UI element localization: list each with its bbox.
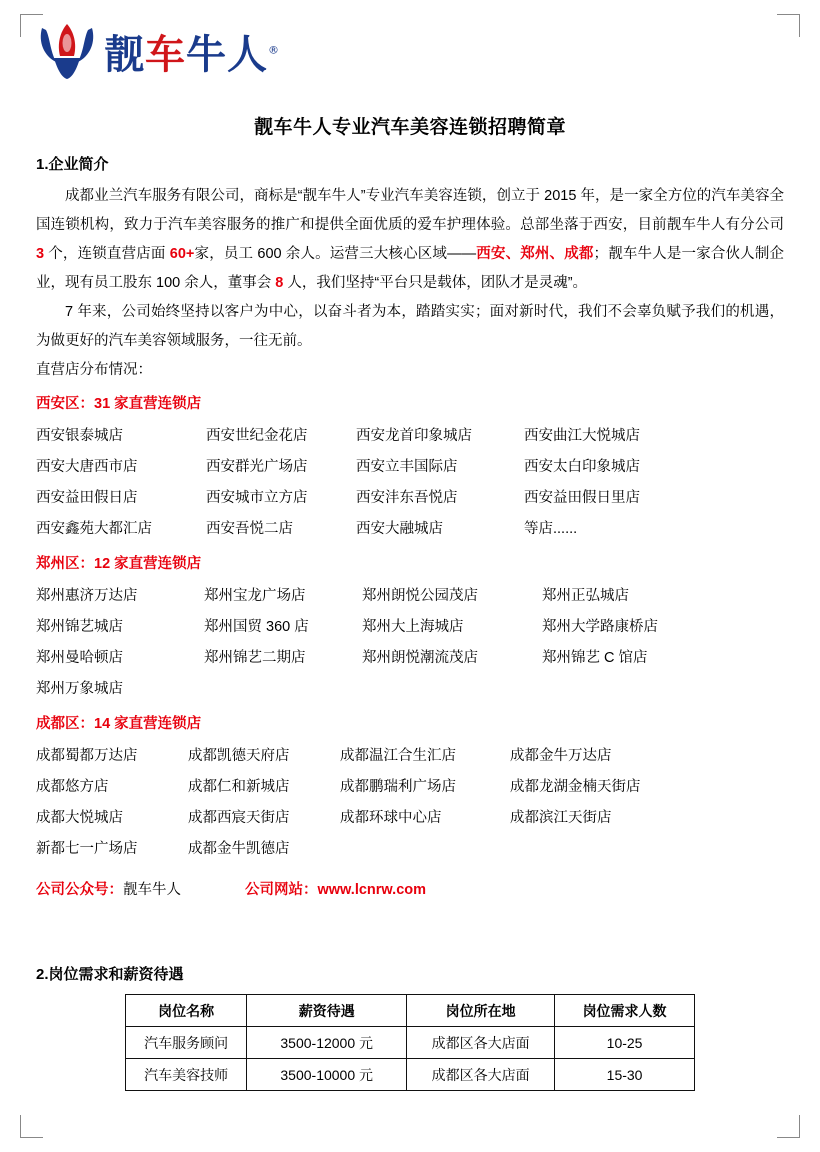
intro-board-count: 8: [275, 275, 284, 291]
list-item: 郑州朗悦潮流茂店: [362, 650, 478, 666]
list-item: 郑州曼哈顿店: [36, 650, 123, 666]
intro-text-g: ；靓车牛人是一家合伙人制企业，现有员工股东 100 余人，董事会: [36, 246, 785, 291]
cell-headcount: 10-25: [555, 1027, 695, 1059]
cell-location: 成都区各大店面: [407, 1027, 555, 1059]
list-item: 西安群光广场店: [206, 459, 308, 475]
company-logo: [36, 14, 784, 88]
column-header-location: 岗位所在地: [407, 995, 555, 1027]
list-item: 西安曲江大悦城店: [524, 428, 640, 444]
table-row: [126, 1059, 695, 1091]
cell-location: 成都区各大店面: [407, 1059, 555, 1091]
list-item: 西安鑫苑大都汇店: [36, 521, 152, 537]
list-item: 成都大悦城店: [36, 810, 123, 826]
logo-bird-icon: [36, 22, 98, 80]
store-list-chengdu: [36, 741, 784, 865]
list-item: 郑州锦艺 C 馆店: [542, 650, 648, 666]
paragraph-company-intro: [36, 182, 784, 298]
list-item: 郑州惠济万达店: [36, 588, 138, 604]
list-item: 郑州国贸 360 店: [204, 619, 309, 635]
region-heading-xian: 西安区：31 家直营连锁店: [36, 396, 202, 412]
list-item: 成都悠方店: [36, 779, 109, 795]
logo-char-1: 靓: [104, 31, 145, 78]
intro-text-a: 成都业兰汽车服务有限公司，商标是“靓车牛人”专业汽车美容连锁，创立于 2015 年，是一家全方位的汽车美容全国连锁机构，致力于汽车美容服务的推广和提供全面优质的爱车护理体验。总部坐落于西安，目前靓车牛人有分公司: [36, 188, 784, 233]
cell-headcount: 15-30: [555, 1059, 695, 1091]
logo-char-2: 车: [145, 31, 186, 78]
region-heading-zhengzhou: 郑州区：12 家直营连锁店: [36, 556, 202, 572]
list-item: 郑州锦艺二期店: [204, 650, 306, 666]
list-item: 等店......: [524, 521, 578, 537]
crop-mark-bottom-right: [777, 1115, 800, 1138]
store-list-xian: [36, 421, 784, 545]
wechat-value: 靓车牛人: [123, 882, 181, 898]
column-header-job-title: 岗位名称: [126, 995, 247, 1027]
list-item: 西安银泰城店: [36, 428, 123, 444]
list-item: 郑州大上海城店: [362, 619, 464, 635]
column-header-salary: 薪资待遇: [247, 995, 407, 1027]
list-item: 西安立丰国际店: [356, 459, 458, 475]
list-item: 新都七一广场店: [36, 841, 138, 857]
website-url[interactable]: www.lcnrw.com: [317, 882, 427, 898]
list-item: 成都仁和新城店: [188, 779, 290, 795]
list-item: 成都温江合生汇店: [340, 748, 456, 764]
cell-job-title: 汽车美容技师: [126, 1059, 247, 1091]
list-item: 西安沣东吾悦店: [356, 490, 458, 506]
list-item: 郑州朗悦公园茂店: [362, 588, 478, 604]
section-heading-company-intro: 1.企业简介: [36, 156, 109, 173]
column-header-headcount: 岗位需求人数: [555, 995, 695, 1027]
list-item: 西安大融城店: [356, 521, 443, 537]
page-title: 靓车牛人专业汽车美容连锁招聘简章: [253, 117, 566, 138]
list-item: 成都金牛凯德店: [188, 841, 290, 857]
section-heading-jobs: 2.岗位需求和薪资待遇: [36, 966, 184, 983]
list-item: 成都蜀都万达店: [36, 748, 138, 764]
list-item: 成都龙湖金楠天街店: [510, 779, 641, 795]
list-item: 成都鹏瑞利广场店: [340, 779, 456, 795]
wechat-account: [36, 875, 181, 905]
registered-trademark-icon: ®: [268, 43, 280, 57]
cell-salary: 3500-12000 元: [247, 1027, 407, 1059]
list-item: 郑州锦艺城店: [36, 619, 123, 635]
website: [245, 875, 426, 905]
list-item: 西安益田假日店: [36, 490, 138, 506]
list-item: 西安龙首印象城店: [356, 428, 472, 444]
contact-info: [36, 875, 784, 905]
intro-core-regions: 西安、郑州、成都: [476, 246, 594, 262]
wechat-label: 公司公众号：: [36, 882, 123, 898]
list-item: 成都凯德天府店: [188, 748, 290, 764]
list-item: 西安世纪金花店: [206, 428, 308, 444]
crop-mark-bottom-left: [20, 1115, 43, 1138]
list-item: 成都金牛万达店: [510, 748, 612, 764]
store-list-zhengzhou: [36, 581, 784, 705]
jobs-table: [125, 994, 695, 1091]
list-item: 郑州正弘城店: [542, 588, 629, 604]
list-item: 西安吾悦二店: [206, 521, 293, 537]
website-label: 公司网站：: [245, 882, 318, 898]
document-content: [36, 14, 784, 1091]
intro-text-e: 家，员工 600 余人。运营三大核心区域——: [194, 246, 477, 262]
logo-wordmark: [104, 23, 280, 80]
list-item: 成都滨江天街店: [510, 810, 612, 826]
list-item: 郑州宝龙广场店: [204, 588, 306, 604]
list-item: 西安益田假日里店: [524, 490, 640, 506]
intro-text-c: 个，连锁直营店面: [44, 246, 170, 262]
table-header-row: [126, 995, 695, 1027]
distribution-label: 直营店分布情况：: [36, 362, 152, 378]
logo-char-3: 牛人: [186, 31, 268, 78]
list-item: 郑州大学路康桥店: [542, 619, 658, 635]
cell-job-title: 汽车服务顾问: [126, 1027, 247, 1059]
list-item: 郑州万象城店: [36, 681, 123, 697]
cell-salary: 3500-10000 元: [247, 1059, 407, 1091]
intro-branch-count: 3: [36, 246, 45, 262]
list-item: 成都环球中心店: [340, 810, 442, 826]
list-item: 西安城市立方店: [206, 490, 308, 506]
list-item: 成都西宸天街店: [188, 810, 290, 826]
list-item: 西安大唐西市店: [36, 459, 138, 475]
intro-text-i: 人，我们坚持“平台只是载体，团队才是灵魂”。: [283, 275, 588, 291]
paragraph-seven-years: 7 年来，公司始终坚持以客户为中心，以奋斗者为本，踏踏实实；面对新时代，我们不会辜负赋予我们的机遇，为做更好的汽车美容领域服务，一往无前。: [36, 304, 784, 349]
list-item: 西安太白印象城店: [524, 459, 640, 475]
intro-store-count: 60+: [169, 246, 195, 262]
region-heading-chengdu: 成都区：14 家直营连锁店: [36, 716, 202, 732]
table-row: [126, 1027, 695, 1059]
